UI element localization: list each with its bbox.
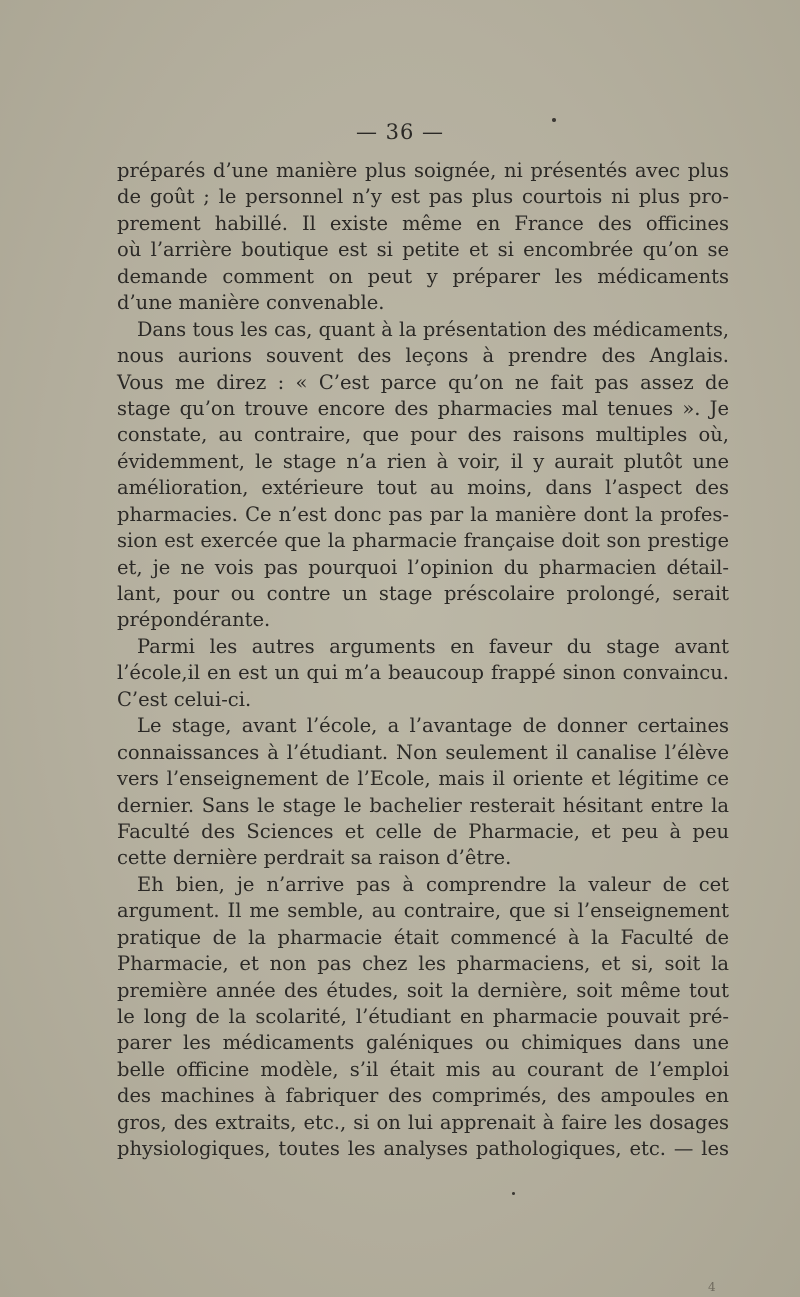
text-line: pratique de la pharmacie était commencé à la Faculté de: [117, 925, 729, 949]
text-line: première année des études, soit la dernière, soit même tout: [117, 978, 729, 1002]
text-line: Parmi les autres arguments en faveur du stage avant: [137, 634, 729, 658]
ink-speck: [552, 118, 556, 122]
text-line: Eh bien, je n’arrive pas à comprendre la valeur de cet: [137, 872, 729, 896]
text-line: sion est exercée que la pharmacie française doit son prestige: [117, 529, 729, 553]
text-line: belle officine modèle, s’il était mis au courant de l’emploi: [117, 1057, 729, 1081]
text-line: Le stage, avant l’école, a l’avantage de donner certaines: [137, 714, 729, 738]
text-line: argument. Il me semble, au contraire, que si l’enseignement: [117, 899, 729, 923]
text-line: Vous me direz : « C’est parce qu’on ne fait pas assez de: [117, 370, 729, 394]
text-line: stage qu’on trouve encore des pharmacies mal tenues ». Je: [117, 396, 729, 420]
text-line: nous aurions souvent des leçons à prendre des Anglais.: [117, 344, 729, 368]
ink-speck: [512, 1192, 515, 1195]
text-line: C’est celui-ci.: [117, 687, 252, 711]
text-line: le long de la scolarité, l’étudiant en pharmacie pouvait pré-: [117, 1005, 729, 1028]
text-line: gros, des extraits, etc., si on lui apprenait à faire les dosages: [117, 1110, 729, 1134]
text-line: prépondérante.: [117, 608, 271, 632]
body-text: [117, 158, 729, 1163]
text-line: lant, pour ou contre un stage préscolaire prolongé, serait: [117, 582, 729, 605]
text-line: des machines à fabriquer des comprimés, des ampoules en: [117, 1084, 729, 1108]
text-line: physiologiques, toutes les analyses pathologiques, etc. — les: [117, 1137, 729, 1161]
text-line: prement habillé. Il existe même en France des officines: [117, 211, 729, 235]
page-number: — 36 —: [355, 120, 445, 144]
text-line: demande comment on peut y préparer les médicaments: [117, 264, 729, 288]
text-line: Dans tous les cas, quant à la présentation des médicaments,: [137, 317, 729, 341]
text-line: cette dernière perdrait sa raison d’être.: [117, 846, 512, 870]
text-line: Faculté des Sciences et celle de Pharmacie, et peu à peu: [117, 819, 729, 843]
text-line: où l’arrière boutique est si petite et si encombrée qu’on se: [117, 238, 729, 262]
text-line: évidemment, le stage n’a rien à voir, il y aurait plutôt une: [117, 449, 729, 473]
text-line: et, je ne vois pas pourquoi l’opinion du pharmacien détail-: [117, 555, 729, 579]
text-line: d’une manière convenable.: [117, 291, 385, 315]
corner-mark: 4: [708, 1280, 716, 1294]
text-line: parer les médicaments galéniques ou chimiques dans une: [117, 1031, 729, 1055]
text-line: vers l’enseignement de l’Ecole, mais il oriente et légitime ce: [117, 767, 729, 791]
text-line: dernier. Sans le stage le bachelier resterait hésitant entre la: [117, 793, 729, 817]
text-line: l’école,il en est un qui m’a beaucoup frappé sinon convaincu.: [117, 661, 729, 685]
text-line: amélioration, extérieure tout au moins, dans l’aspect des: [117, 476, 729, 500]
text-line: constate, au contraire, que pour des raisons multiples où,: [117, 423, 729, 447]
text-line: de goût ; le personnel n’y est pas plus courtois ni plus pro-: [117, 185, 729, 209]
text-line: pharmacies. Ce n’est donc pas par la manière dont la profes-: [117, 502, 729, 526]
text-line: connaissances à l’étudiant. Non seulement il canalise l’élève: [117, 740, 729, 764]
text-line: Pharmacie, et non pas chez les pharmaciens, et si, soit la: [117, 952, 729, 976]
text-line: préparés d’une manière plus soignée, ni présentés avec plus: [117, 159, 729, 182]
